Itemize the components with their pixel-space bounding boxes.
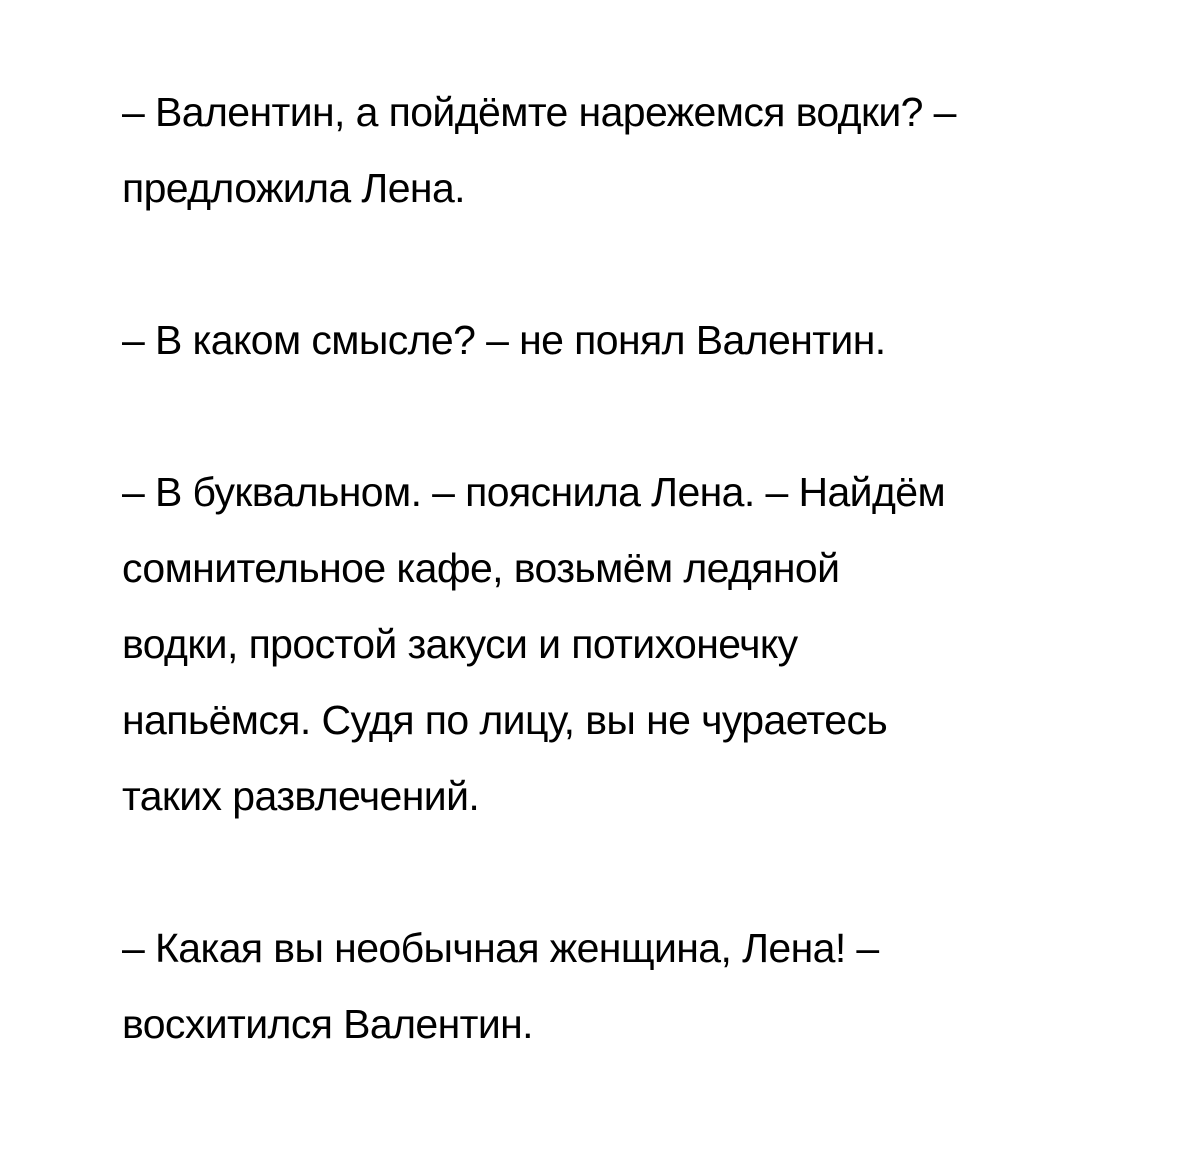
text-line: предложила Лена. bbox=[122, 165, 465, 211]
paragraph-spacer bbox=[122, 378, 1122, 454]
text-line: водки, простой закуси и потихонечку bbox=[122, 621, 798, 667]
paragraph-4 bbox=[122, 910, 1122, 1062]
paragraph-spacer bbox=[122, 834, 1122, 910]
text-line: – В буквальном. – пояснила Лена. – Найдём bbox=[122, 469, 946, 515]
text-line: сомнительное кафе, возьмём ледяной bbox=[122, 545, 840, 591]
paragraph-1 bbox=[122, 74, 1122, 226]
text-line: – В каком смысле? – не понял Валентин. bbox=[122, 317, 886, 363]
text-line: – Какая вы необычная женщина, Лена! – bbox=[122, 925, 879, 971]
text-line: напьёмся. Судя по лицу, вы не чураетесь bbox=[122, 697, 888, 743]
dialogue-text bbox=[122, 74, 1122, 1062]
text-line: – Валентин, а пойдёмте нарежемся водки? – bbox=[122, 89, 956, 135]
paragraph-spacer bbox=[122, 226, 1122, 302]
text-line: таких развлечений. bbox=[122, 773, 480, 819]
text-line: восхитился Валентин. bbox=[122, 1001, 533, 1047]
paragraph-3 bbox=[122, 454, 1122, 834]
paragraph-2 bbox=[122, 302, 1122, 378]
